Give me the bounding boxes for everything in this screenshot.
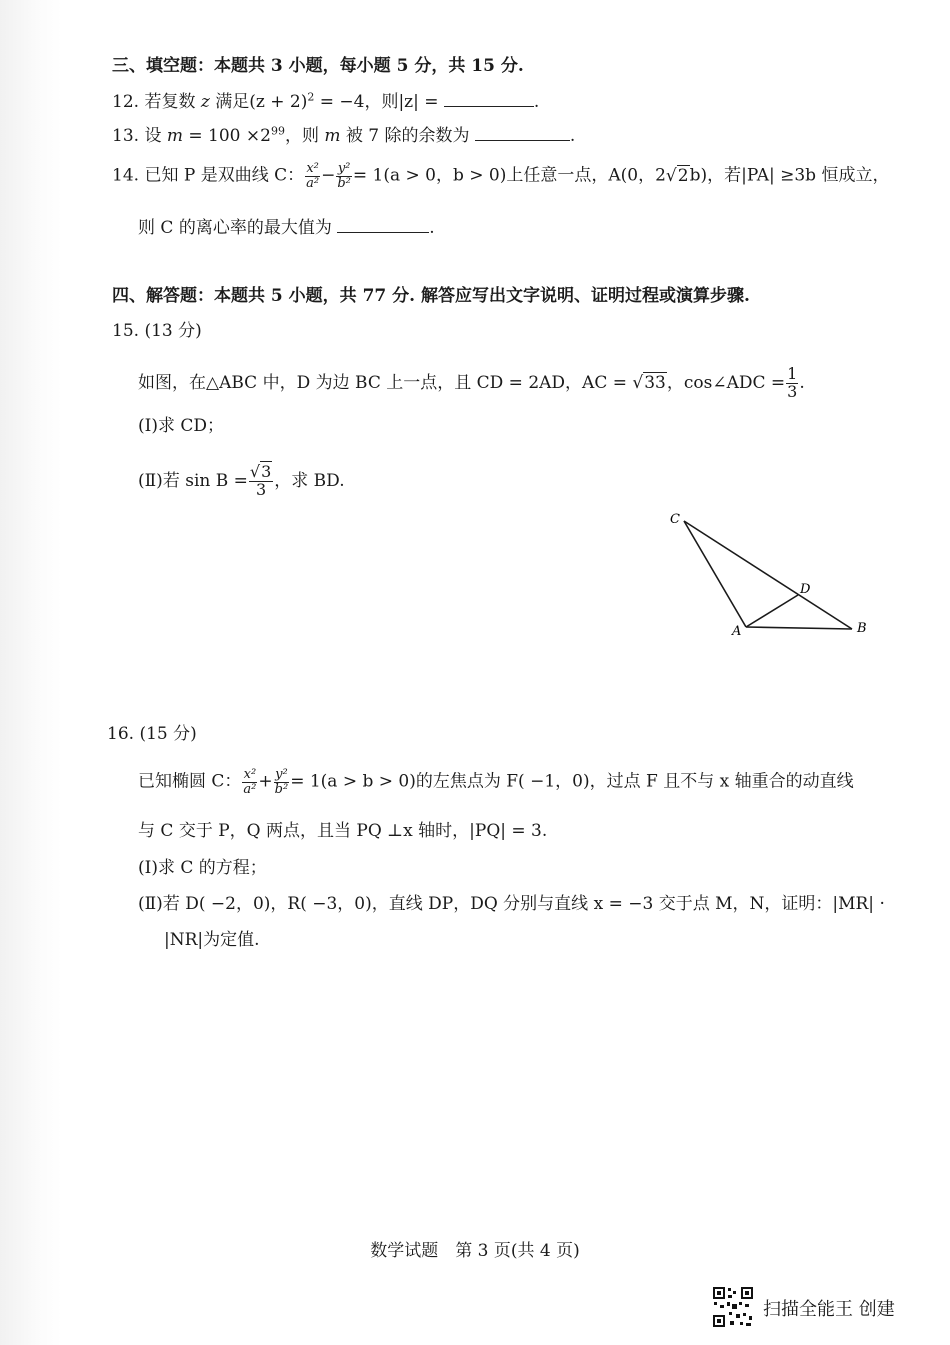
scan-shadow bbox=[0, 0, 62, 1345]
question-14-line-2: 则 C 的离心率的最大值为 . bbox=[138, 218, 435, 238]
q13-answer-blank[interactable] bbox=[475, 139, 570, 141]
section-4-heading: 四、解答题：本题共 5 小题，共 77 分. 解答应写出文字说明、证明过程或演算步骤. bbox=[112, 286, 750, 306]
label-B: B bbox=[857, 621, 867, 636]
question-14: 14. 已知 P 是双曲线 C： $\frac{\text{x²}}{\text{a²}}$ − $\frac{\text{y²}}{\text{b²}}$ = 1(a > 0，b > 0)上任意一点，A(0，2√2b)，若|PA| ≥3b 恒成立， bbox=[112, 161, 890, 191]
question-16-part-1: (Ⅰ)求 C 的方程； bbox=[138, 858, 267, 878]
question-16-line-2: 与 C 交于 P，Q 两点，且当 PQ ⊥x 轴时，|PQ| = 3. bbox=[138, 821, 548, 841]
question-15-stem: 如图，在△ABC 中，D 为边 BC 上一点，且 CD = 2AD，AC = √33，cos∠ADC = $\frac{1}{3}$ . bbox=[138, 364, 805, 401]
q14-answer-blank[interactable] bbox=[337, 231, 429, 233]
section-3-heading: 三、填空题：本题共 3 小题，每小题 5 分，共 15 分. bbox=[112, 56, 524, 76]
side-AB bbox=[746, 627, 852, 629]
question-15-part-2: (Ⅱ)若 sin B = $\frac{√3}{3}$ ，求 BD. bbox=[138, 462, 345, 499]
page-footer: 数学试题 第 3 页(共 4 页) bbox=[370, 1241, 580, 1261]
label-D: D bbox=[800, 582, 811, 597]
scanner-watermark: 扫描全能王 创建 bbox=[763, 1299, 895, 1320]
question-16-part-2-cont: |NR|为定值. bbox=[164, 930, 260, 950]
question-16-number: 16. (15 分) bbox=[107, 724, 197, 744]
question-16-part-2: (Ⅱ)若 D( −2，0)，R( −3，0)，直线 DP，DQ 分别与直线 x = −3 交于点 M，N，证明：|MR| · bbox=[138, 894, 885, 914]
segment-AD bbox=[746, 595, 798, 627]
q12-answer-blank[interactable] bbox=[444, 105, 534, 107]
label-C: C bbox=[670, 512, 680, 527]
q13-number: 13. bbox=[112, 126, 140, 146]
question-13: 13. 设 $m = 100 \times 2^{99}$，则 m 被 7 除的余数为 . bbox=[112, 124, 576, 146]
triangle-figure bbox=[660, 505, 880, 645]
q14-number: 14. bbox=[112, 165, 140, 186]
question-15-number: 15. (13 分) bbox=[112, 321, 202, 341]
question-12: 12. 若复数 z 满足$(z + 2)^2 = -4$，则|z| = . bbox=[112, 90, 540, 112]
qr-code-icon bbox=[712, 1286, 754, 1328]
side-CA bbox=[684, 521, 746, 627]
question-15-part-1: (Ⅰ)求 CD； bbox=[138, 416, 225, 436]
q12-number: 12. bbox=[112, 92, 140, 112]
question-16-stem: 已知椭圆 C： $\frac{\text{x²}}{\text{a²}}$ + $\frac{\text{y²}}{\text{b²}}$ = 1(a > b > 0)的左焦点为 F( −1，0)，过点 F 且不与 x 轴重合的动直线 bbox=[138, 767, 854, 797]
label-A: A bbox=[732, 624, 742, 639]
